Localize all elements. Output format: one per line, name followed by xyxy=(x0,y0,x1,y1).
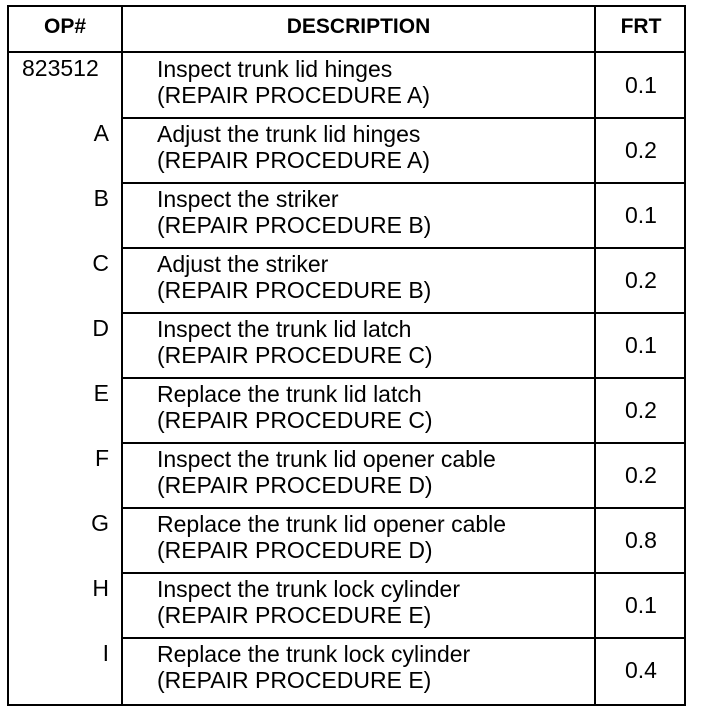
description-cell xyxy=(123,248,594,313)
description-cell xyxy=(123,638,594,703)
description-line: Adjust the trunk lid hinges xyxy=(157,121,421,147)
repair-procedure-line: (REPAIR PROCEDURE A) xyxy=(157,82,431,108)
description-line: Inspect the striker xyxy=(157,186,339,212)
op-number: G xyxy=(91,510,109,536)
description-cell xyxy=(123,183,594,248)
frt-value: 0.4 xyxy=(625,657,657,683)
op-number: F xyxy=(94,445,109,471)
frt-value: 0.2 xyxy=(625,267,657,293)
op-number: B xyxy=(93,185,109,211)
frt-value: 0.1 xyxy=(625,332,657,358)
frt-value: 0.1 xyxy=(625,202,657,228)
repair-procedure-line: (REPAIR PROCEDURE B) xyxy=(157,212,432,238)
frt-value: 0.8 xyxy=(625,527,657,553)
repair-procedure-line: (REPAIR PROCEDURE D) xyxy=(157,472,433,498)
description-line: Replace the trunk lid opener cable xyxy=(157,511,507,537)
frt-value: 0.1 xyxy=(625,72,657,98)
description-line: Inspect trunk lid hinges xyxy=(157,56,393,82)
op-number: E xyxy=(93,380,109,406)
op-number: I xyxy=(102,640,109,666)
op-number: D xyxy=(92,315,109,341)
description-cell xyxy=(123,118,594,183)
header-frt: FRT xyxy=(620,15,662,38)
operations-table xyxy=(7,5,686,706)
repair-procedure-line: (REPAIR PROCEDURE A) xyxy=(157,147,431,173)
repair-procedure-line: (REPAIR PROCEDURE C) xyxy=(157,407,433,433)
description-line: Inspect the trunk lid opener cable xyxy=(157,446,496,472)
repair-procedure-line: (REPAIR PROCEDURE B) xyxy=(157,277,432,303)
repair-procedure-line: (REPAIR PROCEDURE E) xyxy=(157,667,432,693)
description-line: Replace the trunk lid latch xyxy=(157,381,422,407)
description-line: Adjust the striker xyxy=(157,251,329,277)
frt-value: 0.2 xyxy=(625,462,657,488)
repair-procedure-line: (REPAIR PROCEDURE E) xyxy=(157,602,432,628)
frt-value: 0.2 xyxy=(625,137,657,163)
op-number: C xyxy=(92,250,109,276)
description-cell xyxy=(123,573,594,638)
description-cell xyxy=(123,53,594,118)
op-number: A xyxy=(93,120,109,146)
header-op: OP# xyxy=(43,15,87,38)
frt-value: 0.1 xyxy=(625,592,657,618)
op-number: H xyxy=(92,575,109,601)
description-cell xyxy=(123,443,594,508)
header-description: DESCRIPTION xyxy=(286,15,431,38)
description-cell xyxy=(123,378,594,443)
description-line: Inspect the trunk lid latch xyxy=(157,316,412,342)
description-line: Inspect the trunk lock cylinder xyxy=(157,576,460,602)
frt-value: 0.2 xyxy=(625,397,657,423)
description-line: Replace the trunk lock cylinder xyxy=(157,641,471,667)
repair-procedure-line: (REPAIR PROCEDURE D) xyxy=(157,537,433,563)
op-number: 823512 xyxy=(22,55,99,81)
repair-procedure-line: (REPAIR PROCEDURE C) xyxy=(157,342,433,368)
description-cell xyxy=(123,508,594,573)
description-cell xyxy=(123,313,594,378)
